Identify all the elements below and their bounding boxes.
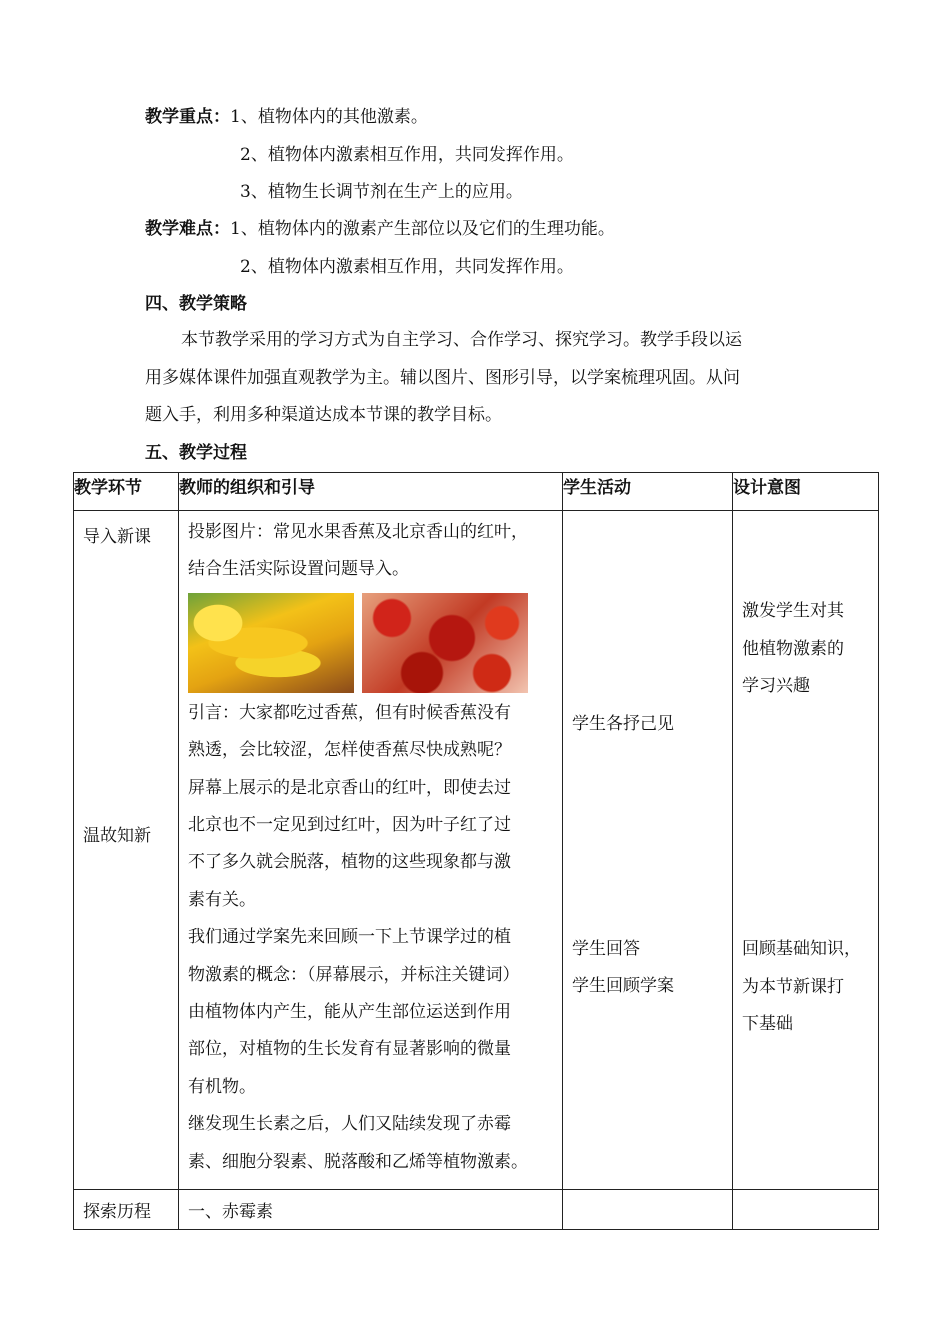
teacher-text: 素有关。 <box>188 889 256 910</box>
teacher-text: 素、细胞分裂素、脱落酸和乙烯等植物激素。 <box>188 1151 528 1172</box>
strategy-paragraph <box>145 322 815 435</box>
difficulty-line-1 <box>145 219 615 239</box>
teacher-text: 物激素的概念：（屏幕展示，并标注关键词） <box>188 964 520 985</box>
teacher-text: 部位，对植物的生长发育有显著影响的微量 <box>188 1039 511 1060</box>
focus-label: 教学重点： <box>145 107 230 127</box>
header-intent: 设计意图 <box>733 473 879 511</box>
student-cell <box>563 511 733 1190</box>
design-intent <box>742 931 861 1044</box>
focus-item: 2、植物体内激素相互作用，共同发挥作用。 <box>240 145 574 165</box>
strategy-line: 本节教学采用的学习方式为自主学习、合作学习、探究学习。教学手段以运 <box>181 330 742 350</box>
intent-line: 为本节新课打 <box>742 976 844 997</box>
teacher-text: 结合生活实际设置问题导入。 <box>188 559 409 580</box>
table-row <box>74 1190 879 1230</box>
header-student: 学生活动 <box>563 473 733 511</box>
intent-cell-empty <box>733 1190 879 1230</box>
banana-image <box>188 593 354 693</box>
teacher-cell <box>179 511 563 1190</box>
process-heading: 五、教学过程 <box>145 443 247 463</box>
teacher-text: 北京也不一定见到过红叶，因为叶子红了过 <box>188 815 511 836</box>
difficulty-label: 教学难点： <box>145 219 230 239</box>
table-header-row <box>74 473 879 511</box>
teacher-text: 有机物。 <box>188 1076 256 1097</box>
teacher-text: 不了多久就会脱落，植物的这些现象都与激 <box>188 852 511 873</box>
strategy-heading: 四、教学策略 <box>145 294 247 314</box>
maple-leaves-image <box>362 593 528 693</box>
teacher-text: 引言：大家都吃过香蕉，但有时候香蕉没有 <box>188 702 511 723</box>
header-stage: 教学环节 <box>74 473 179 511</box>
difficulty-item: 2、植物体内激素相互作用，共同发挥作用。 <box>240 257 574 277</box>
header-teacher: 教师的组织和引导 <box>179 473 563 511</box>
focus-item: 1、植物体内的其他激素。 <box>230 107 428 127</box>
image-row <box>188 593 553 693</box>
teacher-text: 继发现生长素之后，人们又陆续发现了赤霉 <box>188 1114 511 1135</box>
strategy-line: 用多媒体课件加强直观教学为主。辅以图片、图形引导，以学案梳理巩固。从问 <box>145 367 740 388</box>
teacher-text: 熟透，会比较涩，怎样使香蕉尽快成熟呢？ <box>188 740 511 761</box>
student-activity-line: 学生回顾学案 <box>572 976 674 996</box>
stage-cell <box>74 511 179 1190</box>
teacher-text: 由植物体内产生，能从产生部位运送到作用 <box>188 1002 511 1023</box>
intent-line: 他植物激素的 <box>742 638 844 659</box>
student-activity <box>572 931 674 1005</box>
intent-cell <box>733 511 879 1190</box>
lesson-process-table <box>73 472 879 1230</box>
design-intent <box>742 593 844 706</box>
student-cell-empty <box>563 1190 733 1230</box>
focus-line-1 <box>145 107 428 127</box>
intent-line: 学习兴趣 <box>742 676 810 696</box>
intent-line: 回顾基础知识， <box>742 939 861 959</box>
teacher-text: 我们通过学案先来回顾一下上节课学过的植 <box>188 927 511 948</box>
teacher-text: 投影图片：常见水果香蕉及北京香山的红叶， <box>188 522 528 542</box>
intent-line: 激发学生对其 <box>742 601 844 621</box>
stage-review: 温故知新 <box>83 826 151 846</box>
student-activity-line: 学生回答 <box>572 939 640 959</box>
difficulty-item: 1、植物体内的激素产生部位以及它们的生理功能。 <box>230 219 615 239</box>
stage-intro: 导入新课 <box>83 527 151 547</box>
student-activity: 学生各抒己见 <box>572 714 674 734</box>
focus-item: 3、植物生长调节剂在生产上的应用。 <box>240 182 523 202</box>
teacher-text: 一、赤霉素 <box>179 1190 563 1230</box>
table-row <box>74 511 879 1190</box>
stage-explore: 探索历程 <box>74 1190 179 1230</box>
teacher-text: 屏幕上展示的是北京香山的红叶，即使去过 <box>188 777 511 798</box>
strategy-line: 题入手，利用多种渠道达成本节课的教学目标。 <box>145 405 502 425</box>
intent-line: 下基础 <box>742 1014 793 1034</box>
